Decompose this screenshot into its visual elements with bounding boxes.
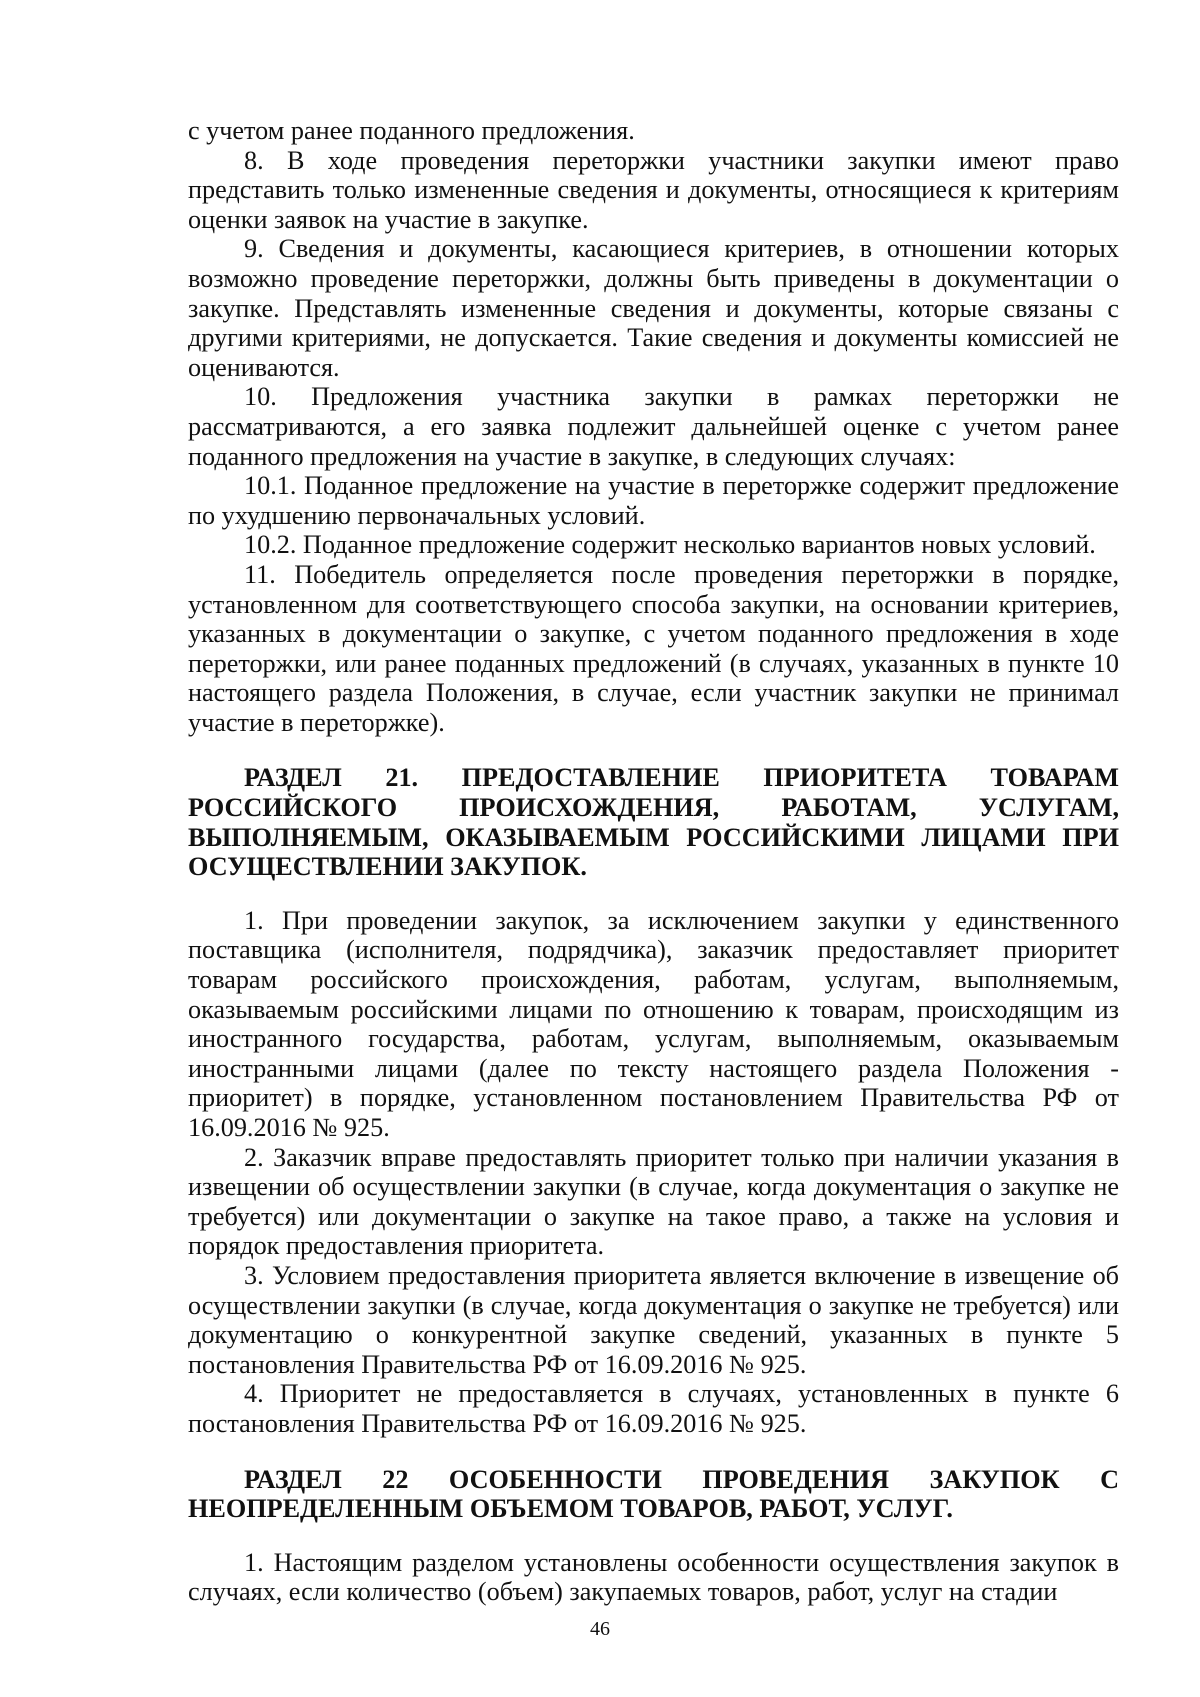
section-21-paragraph-1: 1. При проведении закупок, за исключением закупки у единственного поставщика (исполнителя, подрядчика), заказчик предоставляет приоритет товарам российского происхождения, работам, услугам, выполняемым, оказываемым российскими лицами по отношению к товарам, происходящим из иностранного государства, работам, услугам, выполняемым, оказываемым иностранными лицами (далее по тексту настоящего раздела Положения - приоритет) в порядке, установленном постановлением Правительства РФ от 16.09.2016 № 925.: [188, 905, 1119, 1142]
section-22-paragraph-1: 1. Настоящим разделом установлены особенности осуществления закупок в случаях, если количество (объем) закупаемых товаров, работ, услуг на стадии: [188, 1547, 1119, 1607]
paragraph-item-10: 10. Предложения участника закупки в рамках переторжки не рассматриваются, а его заявка подлежит дальнейшей оценке с учетом ранее поданного предложения на участие в закупке, в следующих случаях:: [188, 382, 1119, 471]
section-21-heading: РАЗДЕЛ 21. ПРЕДОСТАВЛЕНИЕ ПРИОРИТЕТА ТОВАРАМ РОССИЙСКОГО ПРОИСХОЖДЕНИЯ, РАБОТАМ, УСЛУГАМ, ВЫПОЛНЯЕМЫМ, ОКАЗЫВАЕМЫМ РОССИЙСКИМИ ЛИЦАМИ ПРИ ОСУЩЕСТВЛЕНИИ ЗАКУПОК.: [188, 763, 1119, 882]
section-21-paragraph-4: 4. Приоритет не предоставляется в случаях, установленных в пункте 6 постановления Правительства РФ от 16.09.2016 № 925.: [188, 1379, 1119, 1438]
paragraph-item-9: 9. Сведения и документы, касающиеся критериев, в отношении которых возможно проведение переторжки, должны быть приведены в документации о закупке. Представлять измененные сведения и документы, которые связаны с другими критериями, не допускается. Такие сведения и документы комиссией не оцениваются.: [188, 234, 1119, 382]
paragraph-item-10-1: 10.1. Поданное предложение на участие в переторжке содержит предложение по ухудшению первоначальных условий.: [188, 471, 1119, 530]
section-22-heading: РАЗДЕЛ 22 ОСОБЕННОСТИ ПРОВЕДЕНИЯ ЗАКУПОК С НЕОПРЕДЕЛЕННЫМ ОБЪЕМОМ ТОВАРОВ, РАБОТ, УСЛУГ.: [188, 1464, 1119, 1524]
paragraph-item-8: 8. В ходе проведения переторжки участники закупки имеют право представить только измененные сведения и документы, относящиеся к критериям оценки заявок на участие в закупке.: [188, 145, 1119, 234]
paragraph-item-11: 11. Победитель определяется после проведения переторжки в порядке, установленном для соответствующего способа закупки, на основании критериев, указанных в документации о закупке, с учетом поданного предложения в ходе переторжки, или ранее поданных предложений (в случаях, указанных в пункте 10 настоящего раздела Положения, в случае, если участник закупки не принимал участие в переторжке).: [188, 559, 1119, 737]
paragraph-item-10-2: 10.2. Поданное предложение содержит несколько вариантов новых условий.: [244, 530, 1096, 560]
section-21-paragraph-3: 3. Условием предоставления приоритета является включение в извещение об осуществлении закупки (в случае, когда документация о закупке не требуется) или документацию о конкурентной закупке сведений, указанных в пункте 5 постановления Правительства РФ от 16.09.2016 № 925.: [188, 1260, 1119, 1379]
page-number: 46: [590, 1618, 610, 1640]
paragraph-continuation: с учетом ранее поданного предложения.: [188, 116, 635, 145]
section-21-paragraph-2: 2. Заказчик вправе предоставлять приоритет только при наличии указания в извещении об осуществлении закупки (в случае, когда документация о закупке не требуется) или документации о закупке на такое право, а также на условия и порядок предоставления приоритета.: [188, 1142, 1119, 1261]
document-body: [188, 116, 1119, 1607]
